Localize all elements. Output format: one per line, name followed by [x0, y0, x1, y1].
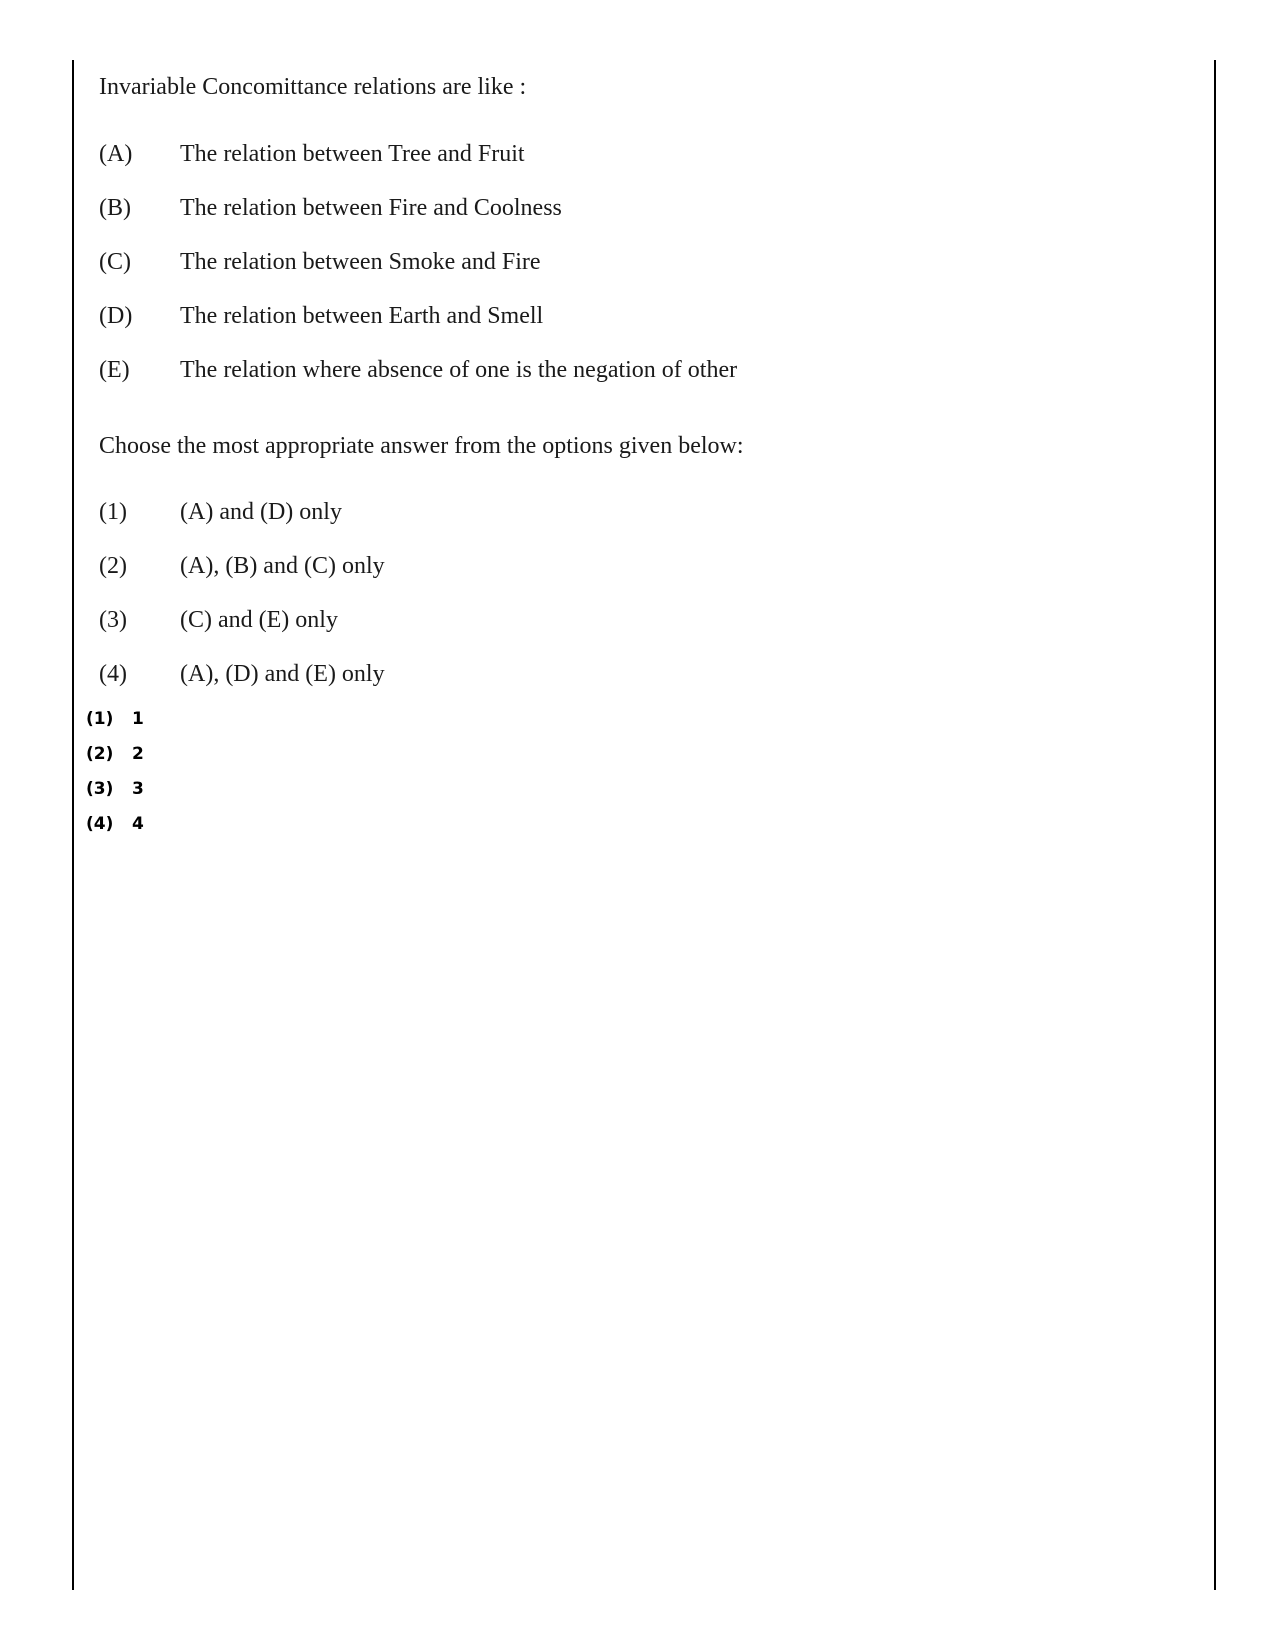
answer-choice-2-label: (2) [86, 744, 114, 764]
statement-a-label: (A) [99, 141, 133, 167]
statement-e-text: The relation where absence of one is the negation of other [180, 357, 738, 383]
answer-choice-1[interactable] [86, 708, 144, 730]
option-2-text: (A), (B) and (C) only [180, 553, 385, 579]
option-2-label: (2) [99, 553, 127, 579]
statement-d-label: (D) [99, 303, 133, 329]
statement-e-label: (E) [99, 357, 130, 383]
option-4-label: (4) [99, 661, 127, 687]
statement-d-text: The relation between Earth and Smell [180, 303, 544, 329]
left-border-rule [72, 60, 74, 1590]
option-1-text: (A) and (D) only [180, 499, 342, 525]
answer-choice-3[interactable] [86, 778, 144, 800]
answer-choice-1-label: (1) [86, 709, 114, 729]
answer-choice-2[interactable] [86, 743, 144, 765]
statement-b-label: (B) [99, 195, 131, 221]
answer-choice-3-value: 3 [132, 779, 144, 799]
answer-choice-2-value: 2 [132, 744, 144, 764]
option-1-label: (1) [99, 499, 127, 525]
answer-choice-4-label: (4) [86, 814, 114, 834]
answer-choice-4[interactable] [86, 813, 144, 835]
question-instruction: Choose the most appropriate answer from the options given below: [99, 433, 744, 459]
option-3-label: (3) [99, 607, 127, 633]
statement-c-label: (C) [99, 249, 131, 275]
option-3-text: (C) and (E) only [180, 607, 338, 633]
right-border-rule [1214, 60, 1216, 1590]
answer-choice-1-value: 1 [132, 709, 144, 729]
statement-b-text: The relation between Fire and Coolness [180, 195, 562, 221]
question-stem: Invariable Concomittance relations are like : [99, 74, 527, 100]
statement-c-text: The relation between Smoke and Fire [180, 249, 541, 275]
answer-choice-3-label: (3) [86, 779, 114, 799]
answer-choice-4-value: 4 [132, 814, 144, 834]
option-4-text: (A), (D) and (E) only [180, 661, 385, 687]
statement-a-text: The relation between Tree and Fruit [180, 141, 525, 167]
